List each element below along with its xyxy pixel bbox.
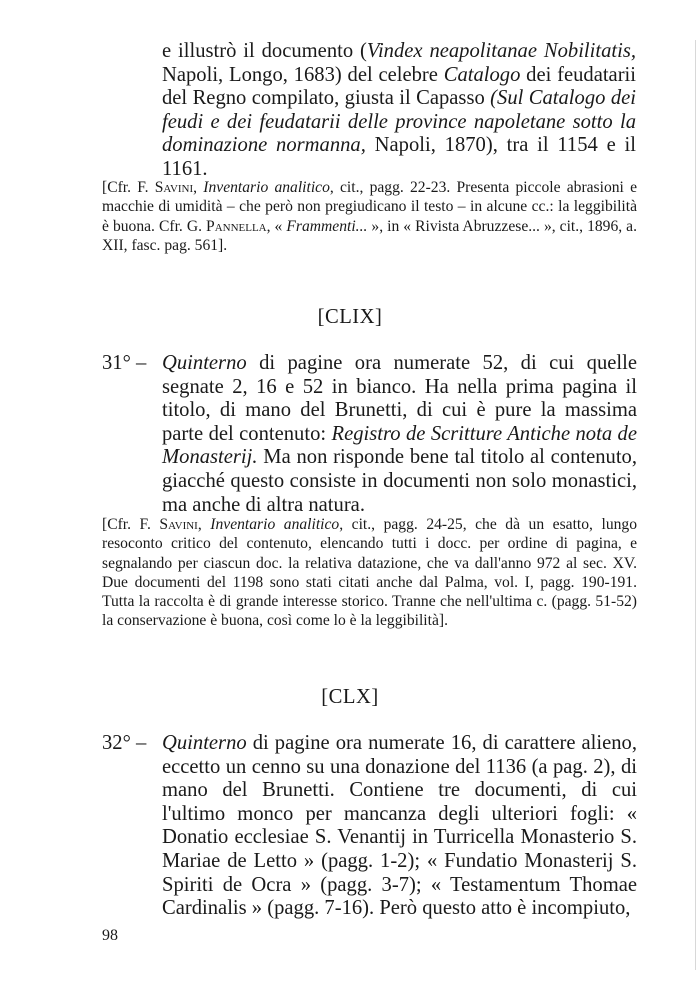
section-heading: [CLIX]	[317, 306, 383, 328]
author-name: Pannella	[206, 217, 267, 235]
text-run: dei feudatarii del Regno compilato, giusta il Capasso	[162, 63, 637, 110]
entry-number: 31° –	[102, 352, 147, 374]
author-name: Savini	[159, 516, 198, 533]
footnote-paragraph	[102, 178, 637, 255]
text-run: ,	[193, 179, 204, 196]
text-run: e illustrò il documento (	[162, 40, 367, 62]
text-run: ,	[197, 516, 211, 533]
entry-number: 32° –	[102, 732, 147, 754]
text-run: [Cfr. F.	[102, 179, 155, 196]
entry-text	[162, 352, 637, 517]
text-run: [Cfr. F.	[102, 516, 160, 533]
italic-title: Vindex neapolitanae Nobilitatis,	[366, 40, 636, 62]
author-name: Savini	[154, 179, 194, 196]
italic-title: Inventario analitico	[210, 516, 340, 533]
italic-title: Inventario analitico	[203, 179, 330, 196]
catalog-entry	[102, 732, 637, 921]
footnote-paragraph	[102, 515, 637, 631]
italic-title: Frammenti...	[286, 217, 368, 235]
text-run: Ma non risponde bene tal titolo al contenuto, giacché questo consiste in documenti non solo monastici, ma anche di altra natura.	[162, 446, 637, 516]
page-number: 98	[102, 927, 118, 944]
section-heading: [CLX]	[321, 686, 379, 708]
text-run: Napoli, 1870), tra il 1154 e il 1161.	[162, 134, 637, 180]
text-run: di pagine ora numerate 16, di carattere alieno, eccetto un cenno su una donazione del 1136 (a pag. 2), di mano del Brunetti. Contiene tre documenti, di cui l'ultimo monco per mancanza degli ulteriori fogli: « Donatio ecclesiae S. Venantij in Turricella Monasterio S. Mariae de Letto » (pagg. 1-2); « Fundatio Monasterij S. Spiriti de Ocra » (pagg. 3-7); « Testamentum Thomae Cardinalis » (pagg. 7-16). Però questo atto è incompiuto,	[162, 732, 637, 920]
entry-text	[162, 732, 637, 921]
italic-term: Quinterno	[162, 352, 247, 374]
catalog-entry	[102, 352, 637, 517]
text-run: , cit., pagg. 24-25, che dà un esatto, lungo resoconto critico del contenuto, elencando tutti i docc. per ordine di pagina, e segnalando per ciascun doc. la relativa datazione, che va dall'anno 972 al sec. XV. Due documenti del 1198 sono stati citati anche dal Palma, vol. I, pagg. 190-191. Tutta la raccolta è di grande interesse storico. Tranne che nell'ultima c. (pagg. 51-52) la conservazione è buona, così come lo è la leggibilità].	[102, 516, 638, 630]
italic-title: Registro de Scritture Antiche nota de Monasterij.	[162, 422, 637, 469]
scan-edge-line	[695, 40, 696, 970]
text-run: , «	[266, 217, 287, 235]
italic-term: Quinterno	[162, 732, 247, 754]
text-run: , cit., pagg. 22-23. Presenta piccole abrasioni e macchie di umidità – che però non pregiudicano il testo – in alcune cc.: la leggibilità è buona. Cfr. G.	[102, 179, 638, 235]
text-run: di pagine ora numerate 52, di cui quelle segnate 2, 16 e 52 in bianco. Ha nella prima pagina il titolo, di mano del Brunetti, di cui è pure la massima parte del contenuto:	[162, 352, 637, 445]
intro-paragraph	[162, 40, 636, 182]
italic-title: Catalogo	[443, 63, 521, 86]
text-run: », in « Rivista Abruzzese... », cit., 1896, a. XII, fasc. pag. 561].	[102, 217, 638, 254]
italic-title: (Sul Catalogo dei feudi e dei feudatarii delle province napoletane sotto la dominazione normanna,	[162, 87, 636, 157]
text-run: Napoli, Longo, 1683) del celebre	[162, 63, 444, 86]
